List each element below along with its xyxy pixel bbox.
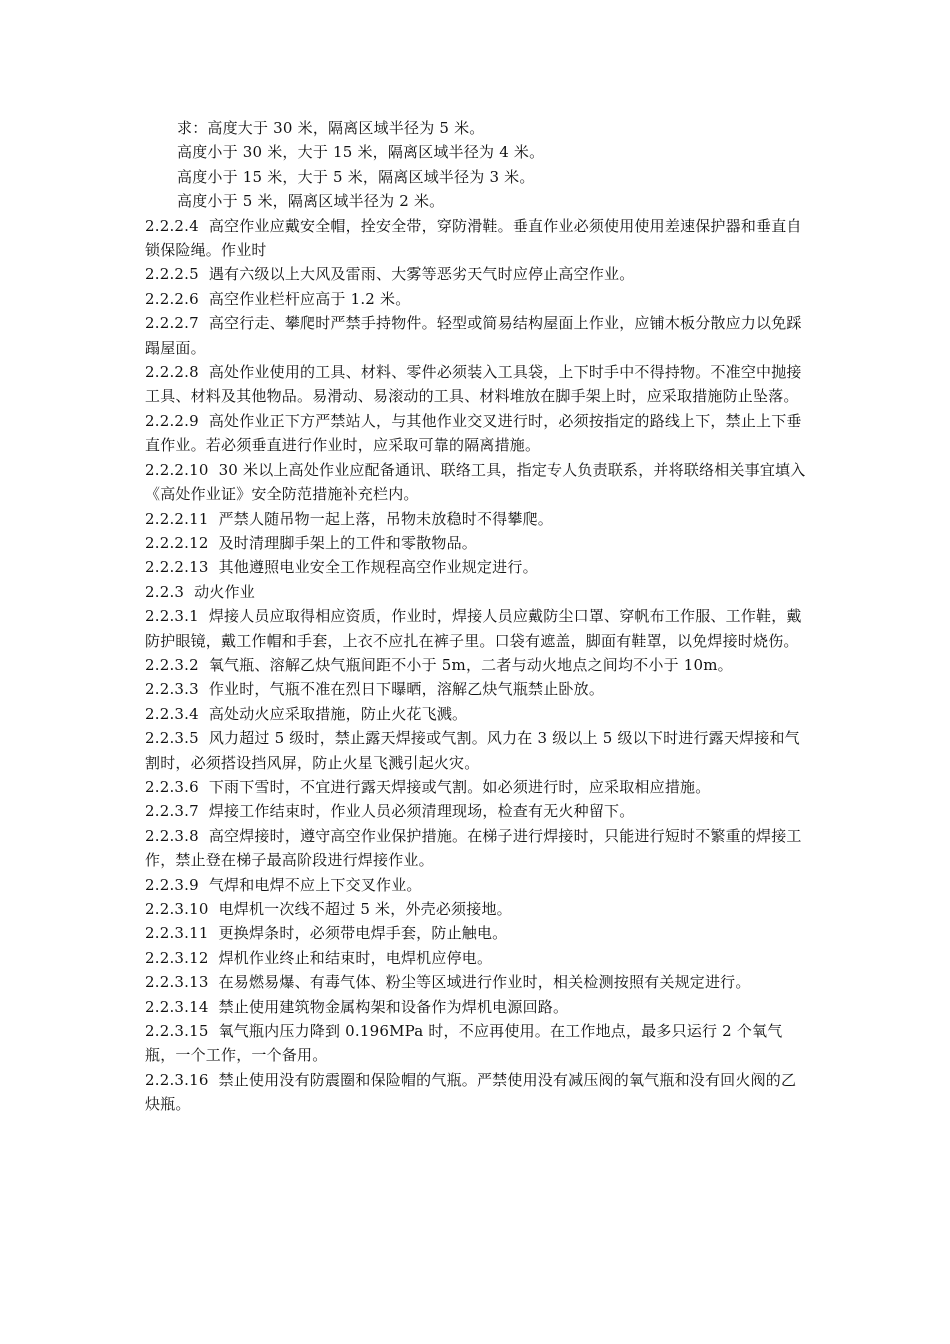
clause-number: 2.2.2.6: [145, 289, 199, 308]
intro-line: 高度小于 5 米，隔离区域半径为 2 米。: [177, 192, 445, 211]
clause-number: 2.2.2.13: [145, 558, 209, 577]
clause-text: 焊机作业终止和结束时，电焊机应停电。: [218, 948, 493, 967]
clause-paragraph: [145, 507, 810, 531]
clause-paragraph: [145, 287, 810, 311]
section-number: 2.2.3: [145, 582, 185, 601]
clause-text: 高空焊接时，遵守高空作业保护措施。在梯子进行焊接时，只能进行短时不繁重的焊接工作，禁止登在梯子最高阶段进行焊接作业。: [145, 826, 802, 870]
clause-paragraph: [145, 409, 810, 458]
clause-paragraph: [145, 946, 810, 970]
clause-text: 下雨下雪时，不宜进行露天焊接或气割。如必须进行时，应采取相应措施。: [208, 777, 711, 796]
clause-text: 在易燃易爆、有毒气体、粉尘等区域进行作业时，相关检测按照有关规定进行。: [218, 973, 751, 992]
clause-number: 2.2.2.12: [145, 533, 209, 552]
clause-text: 作业时，气瓶不准在烈日下曝晒，溶解乙炔气瓶禁止卧放。: [208, 680, 605, 699]
clause-paragraph: [145, 873, 810, 897]
clause-paragraph: [145, 970, 810, 994]
clause-text: 焊接工作结束时，作业人员必须清理现场，检查有无火种留下。: [208, 802, 635, 821]
clause-number: 2.2.2.4: [145, 216, 199, 235]
clause-paragraph: [145, 458, 810, 507]
clause-text: 高处作业使用的工具、材料、零件必须装入工具袋，上下时手中不得持物。不准空中抛接工具、材料及其他物品。易滑动、易滚动的工具、材料堆放在脚手架上时，应采取措施防止坠落。: [145, 363, 802, 406]
clause-number: 2.2.2.9: [145, 411, 199, 430]
clause-text: 遇有六级以上大风及雷雨、大雾等恶劣天气时应停止高空作业。: [208, 265, 635, 284]
clause-paragraph: [145, 360, 810, 409]
clause-paragraph: [145, 1019, 810, 1068]
clause-paragraph: [145, 677, 810, 701]
clause-text: 风力超过 5 级时，禁止露天焊接或气割。风力在 3 级以上 5 级以下时进行露天焊接和气割时，必须搭设挡风屏，防止火星飞溅引起火灾。: [145, 729, 800, 772]
clause-text: 焊接人员应取得相应资质，作业时，焊接人员应戴防尘口罩、穿帆布工作服、工作鞋，戴防护眼镜，戴工作帽和手套，上衣不应扎在裤子里。口袋有遮盖，脚面有鞋罩，以免焊接时烧伤。: [145, 607, 802, 650]
clause-text: 高空行走、攀爬时严禁手持物件。轻型或简易结构屋面上作业，应铺木板分散应力以免踩蹋屋面。: [145, 314, 802, 357]
intro-line: 求：高度大于 30 米，隔离区域半径为 5 米。: [177, 119, 485, 137]
clause-number: 2.2.3.14: [145, 997, 209, 1016]
clause-paragraph: [145, 995, 810, 1019]
clause-paragraph: [145, 531, 810, 555]
clause-number: 2.2.3.7: [145, 802, 199, 821]
intro-line: 高度小于 30 米，大于 15 米，隔离区域半径为 4 米。: [177, 143, 545, 162]
clause-number: 2.2.2.11: [145, 509, 209, 528]
clause-number: 2.2.3.16: [145, 1070, 209, 1089]
section-heading: [145, 580, 810, 604]
clause-paragraph: [145, 775, 810, 799]
clause-paragraph: [145, 311, 810, 360]
clause-paragraph: [145, 824, 810, 873]
clause-paragraph: [145, 897, 810, 921]
clause-number: 2.2.3.8: [145, 826, 199, 845]
clause-paragraph: [145, 653, 810, 677]
clause-number: 2.2.2.7: [145, 314, 199, 333]
clause-text: 其他遵照电业安全工作规程高空作业规定进行。: [218, 558, 538, 577]
clause-paragraph: [145, 921, 810, 945]
clause-text: 氧气瓶、溶解乙炔气瓶间距不小于 5m，二者与动火地点之间均不小于 10m。: [208, 655, 733, 674]
clause-text: 严禁人随吊物一起上落，吊物未放稳时不得攀爬。: [218, 509, 553, 528]
clause-paragraph: [145, 262, 810, 286]
clause-number: 2.2.3.9: [145, 875, 199, 894]
clause-paragraph: [145, 555, 810, 579]
section-title: 动火作业: [194, 582, 255, 601]
clause-text: 高空作业栏杆应高于 1.2 米。: [208, 289, 411, 308]
clause-paragraph: [145, 214, 810, 263]
clause-number: 2.2.2.8: [145, 363, 199, 382]
clause-paragraph: [145, 1068, 810, 1117]
clause-text: 高处作业正下方严禁站人，与其他作业交叉进行时，必须按指定的路线上下，禁止上下垂直作业。若必须垂直进行作业时，应采取可靠的隔离措施。: [145, 411, 802, 455]
clause-number: 2.2.3.6: [145, 777, 199, 796]
clause-text: 及时清理脚手架上的工件和零散物品。: [218, 533, 477, 552]
clause-paragraph: [145, 799, 810, 823]
clause-number: 2.2.3.2: [145, 655, 199, 674]
clause-text: 30 米以上高处作业应配备通讯、联络工具，指定专人负责联系，并将联络相关事宜填入《高处作业证》安全防范措施补充栏内。: [145, 460, 806, 504]
clause-number: 2.2.3.5: [145, 729, 199, 748]
clause-number: 2.2.3.3: [145, 680, 199, 699]
intro-line: 高度小于 15 米，大于 5 米，隔离区域半径为 3 米。: [177, 167, 535, 186]
clause-text: 高处动火应采取措施，防止火花飞溅。: [208, 704, 468, 723]
clause-paragraph: [145, 702, 810, 726]
clause-number: 2.2.3.13: [145, 973, 209, 992]
clause-number: 2.2.2.5: [145, 265, 199, 284]
clause-text: 更换焊条时，必须带电焊手套，防止触电。: [218, 924, 508, 943]
clause-text: 高空作业应戴安全帽，拴安全带，穿防滑鞋。垂直作业必须使用使用差速保护器和垂直自锁保险绳。作业时: [145, 216, 802, 260]
clause-number: 2.2.3.1: [145, 607, 199, 626]
clause-text: 气焊和电焊不应上下交叉作业。: [208, 875, 422, 894]
clause-number: 2.2.3.10: [145, 900, 209, 918]
clause-number: 2.2.2.10: [145, 460, 209, 479]
clause-number: 2.2.3.15: [145, 1022, 209, 1041]
clause-text: 禁止使用建筑物金属构架和设备作为焊机电源回路。: [218, 997, 569, 1016]
clause-text: 电焊机一次线不超过 5 米，外壳必须接地。: [218, 900, 512, 918]
clause-text: 禁止使用没有防震圈和保险帽的气瓶。严禁使用没有减压阀的氧气瓶和没有回火阀的乙炔瓶。: [145, 1070, 797, 1114]
clause-number: 2.2.3.11: [145, 924, 209, 943]
clause-paragraph: [145, 726, 810, 775]
clause-paragraph: [145, 604, 810, 653]
clause-number: 2.2.3.12: [145, 948, 209, 967]
clause-text: 氧气瓶内压力降到 0.196MPa 时，不应再使用。在工作地点，最多只运行 2 个氧气瓶，一个工作，一个备用。: [145, 1022, 783, 1065]
document-body: [145, 116, 810, 1117]
clause-number: 2.2.3.4: [145, 704, 199, 723]
